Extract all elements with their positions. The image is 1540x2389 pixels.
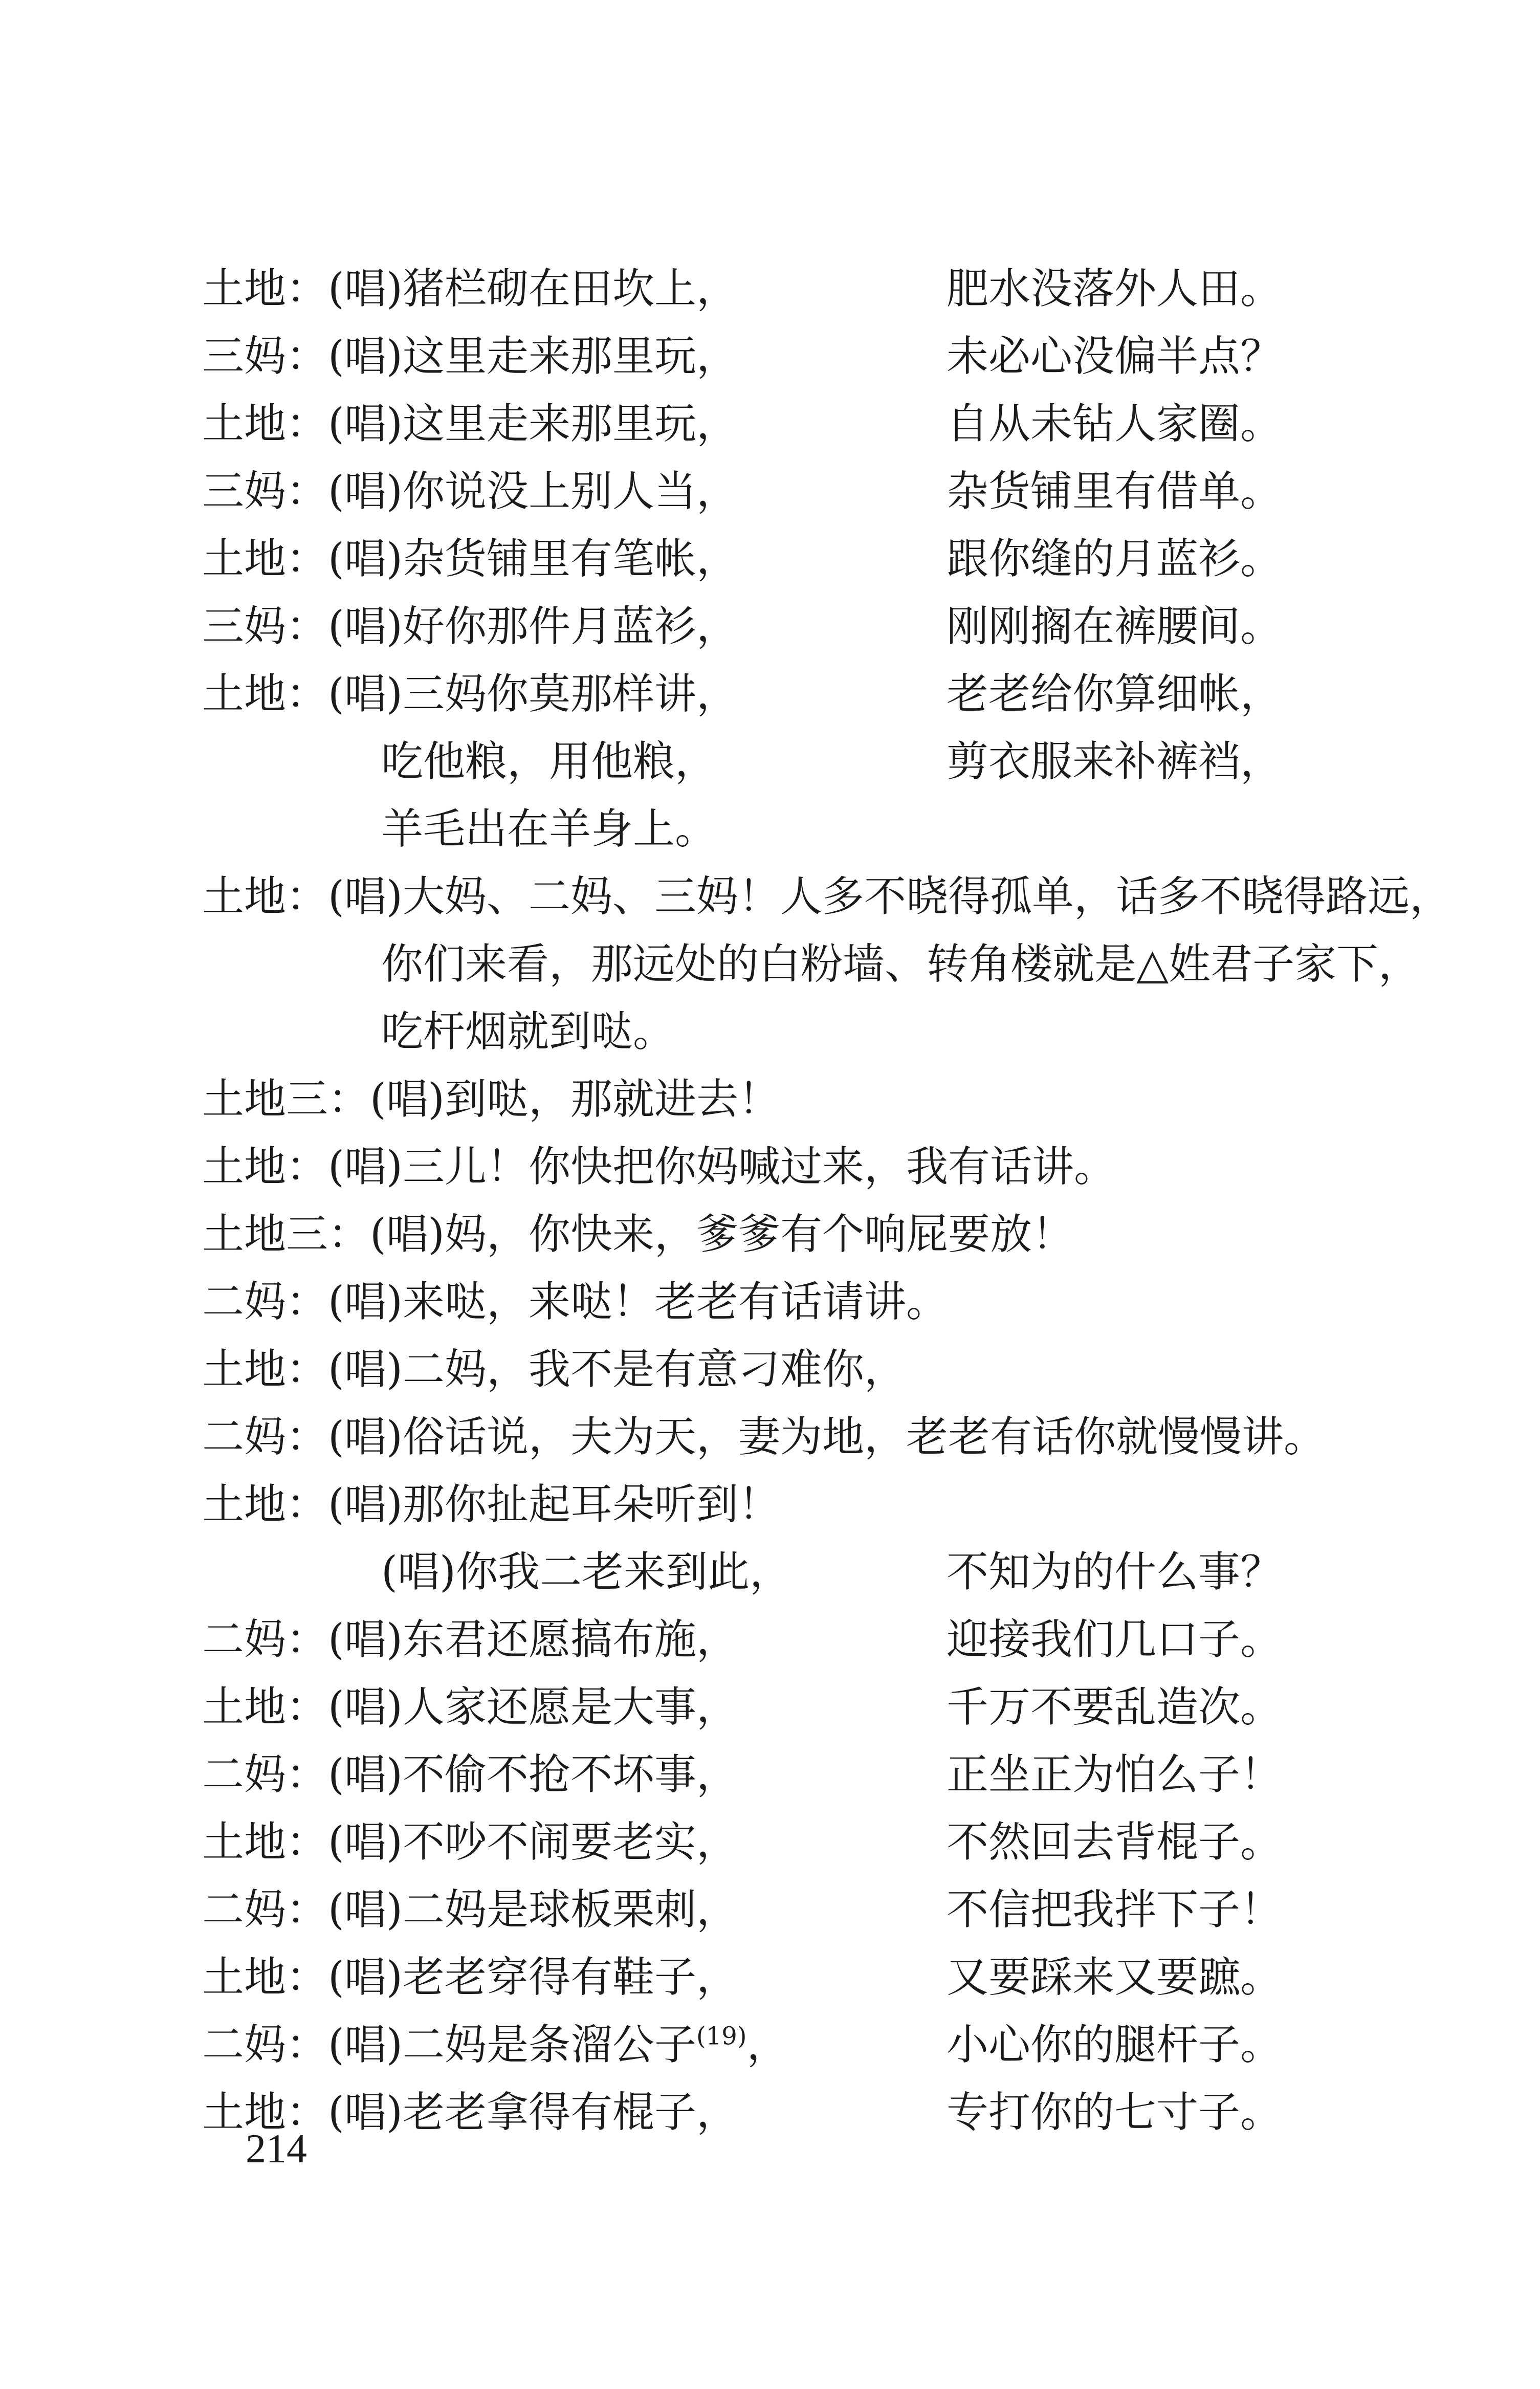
line-left-text: 土地：(唱)老老拿得有棍子，	[202, 2088, 738, 2137]
text-line	[0, 258, 1540, 320]
text-line	[0, 393, 1540, 455]
text-line	[0, 1677, 1540, 1738]
line-left-text: 土地：(唱)这里走来那里玩，	[202, 400, 738, 448]
line-left-group	[202, 2014, 789, 2076]
text-line	[0, 461, 1540, 522]
text-line	[0, 799, 1540, 860]
line-left-text: 土地：(唱)人家还愿是大事，	[202, 1683, 738, 1732]
line-right-text: 自从未钻人家圈。	[947, 400, 1283, 448]
text-line	[0, 1542, 1540, 1603]
text-line	[0, 1339, 1540, 1400]
line-right-text: 剪衣服来补裤裆，	[947, 737, 1283, 786]
line-right-text: 不信把我拌下子！	[947, 1886, 1283, 1934]
text-line	[0, 1474, 1540, 1536]
line-right-text: 正坐正为怕么子！	[947, 1750, 1283, 1799]
line-right-text: 小心你的腿杆子。	[947, 2021, 1283, 2069]
line-left-text: 三妈：(唱)好你那件月蓝衫，	[202, 602, 738, 651]
line-left-text: 土地：(唱)大妈、二妈、三妈！人多不晓得孤单，话多不晓得路远，	[202, 872, 1451, 921]
footnote-marker: (19)	[696, 2022, 747, 2051]
line-right-text: 未必心没偏半点？	[947, 332, 1283, 381]
text-line	[0, 731, 1540, 793]
text-line	[0, 2014, 1540, 2076]
line-left-text: 土地：(唱)三妈你莫那样讲，	[202, 670, 738, 718]
line-right-text: 肥水没落外人田。	[947, 265, 1283, 313]
text-line	[0, 934, 1540, 995]
line-right-text: 杂货铺里有借单。	[947, 467, 1283, 516]
text-line	[0, 1407, 1540, 1468]
line-right-text: 刚刚搁在裤腰间。	[947, 602, 1283, 651]
page-number: 214	[246, 2127, 307, 2172]
line-indent-text: 羊毛出在羊身上。	[381, 805, 717, 853]
line-left-text: 土地：(唱)猪栏砌在田坎上，	[202, 265, 738, 313]
line-left-text: 二妈：(唱)不偷不抢不坏事，	[202, 1750, 738, 1799]
line-left-text: 土地三：(唱)妈，你快来，爹爹有个响屁要放！	[202, 1210, 1074, 1259]
line-left-text: 二妈：(唱)俗话说，夫为天，妻为地，老老有话你就慢慢讲。	[202, 1413, 1326, 1461]
line-indent-text: 你们来看，那远处的白粉墙、转角楼就是△姓君子家下，	[381, 940, 1421, 989]
line-right-text: 迎接我们几口子。	[947, 1615, 1283, 1664]
text-line	[0, 1136, 1540, 1198]
line-left-text: 三妈：(唱)你说没上别人当，	[202, 467, 738, 516]
line-left-text: 土地：(唱)不吵不闹要老实，	[202, 1818, 738, 1867]
line-right-text: 专打你的七寸子。	[947, 2088, 1283, 2137]
text-line	[0, 1069, 1540, 1130]
text-line	[0, 1812, 1540, 1873]
line-right-text: 千万不要乱造次。	[947, 1683, 1283, 1732]
line-right-text: 老老给你算细帐，	[947, 670, 1283, 718]
line-left-text: 二妈：(唱)来哒，来哒！老老有话请讲。	[202, 1278, 948, 1326]
text-line	[0, 2082, 1540, 2143]
line-left-text: 土地：(唱)那你扯起耳朵听到！	[202, 1480, 780, 1529]
line-left-text: 土地：(唱)杂货铺里有笔帐，	[202, 535, 738, 583]
text-line	[0, 664, 1540, 725]
text-line	[0, 1272, 1540, 1333]
line-indent-text: 吃杆烟就到哒。	[381, 1007, 675, 1056]
line-left-text: 土地：(唱)老老穿得有鞋子，	[202, 1953, 738, 2002]
line-left-text: 土地：(唱)三儿！你快把你妈喊过来，我有话讲。	[202, 1143, 1116, 1191]
text-line	[0, 596, 1540, 657]
line-left-text: 二妈：(唱)东君还愿搞布施，	[202, 1615, 738, 1664]
line-indent-text: 吃他粮，用他粮，	[381, 737, 717, 786]
text-line	[0, 1001, 1540, 1063]
line-left-text: 土地三：(唱)到哒，那就进去！	[202, 1075, 780, 1124]
line-left-text: 二妈：(唱)二妈是球板栗刺，	[202, 1886, 738, 1934]
line-left-text: 三妈：(唱)这里走来那里玩，	[202, 332, 738, 381]
line-right-text: 不然回去背棍子。	[947, 1818, 1283, 1867]
line-right-text: 跟你缝的月蓝衫。	[947, 535, 1283, 583]
line-left-punctuation: ，	[746, 2021, 789, 2069]
text-line	[0, 529, 1540, 590]
text-line	[0, 1879, 1540, 1941]
line-left-text: 土地：(唱)二妈，我不是有意刁难你，	[202, 1345, 906, 1394]
text-line	[0, 1947, 1540, 2008]
text-line	[0, 866, 1540, 928]
text-line	[0, 1609, 1540, 1671]
line-right-text: 不知为的什么事？	[947, 1548, 1283, 1596]
text-line	[0, 326, 1540, 387]
line-indent-text: (唱)你我二老来到此，	[381, 1548, 791, 1596]
text-line	[0, 1204, 1540, 1265]
line-left-text: 二妈：(唱)二妈是条溜公子	[202, 2021, 696, 2069]
text-line	[0, 1744, 1540, 1806]
line-right-text: 又要踩来又要蹠。	[947, 1953, 1283, 2002]
